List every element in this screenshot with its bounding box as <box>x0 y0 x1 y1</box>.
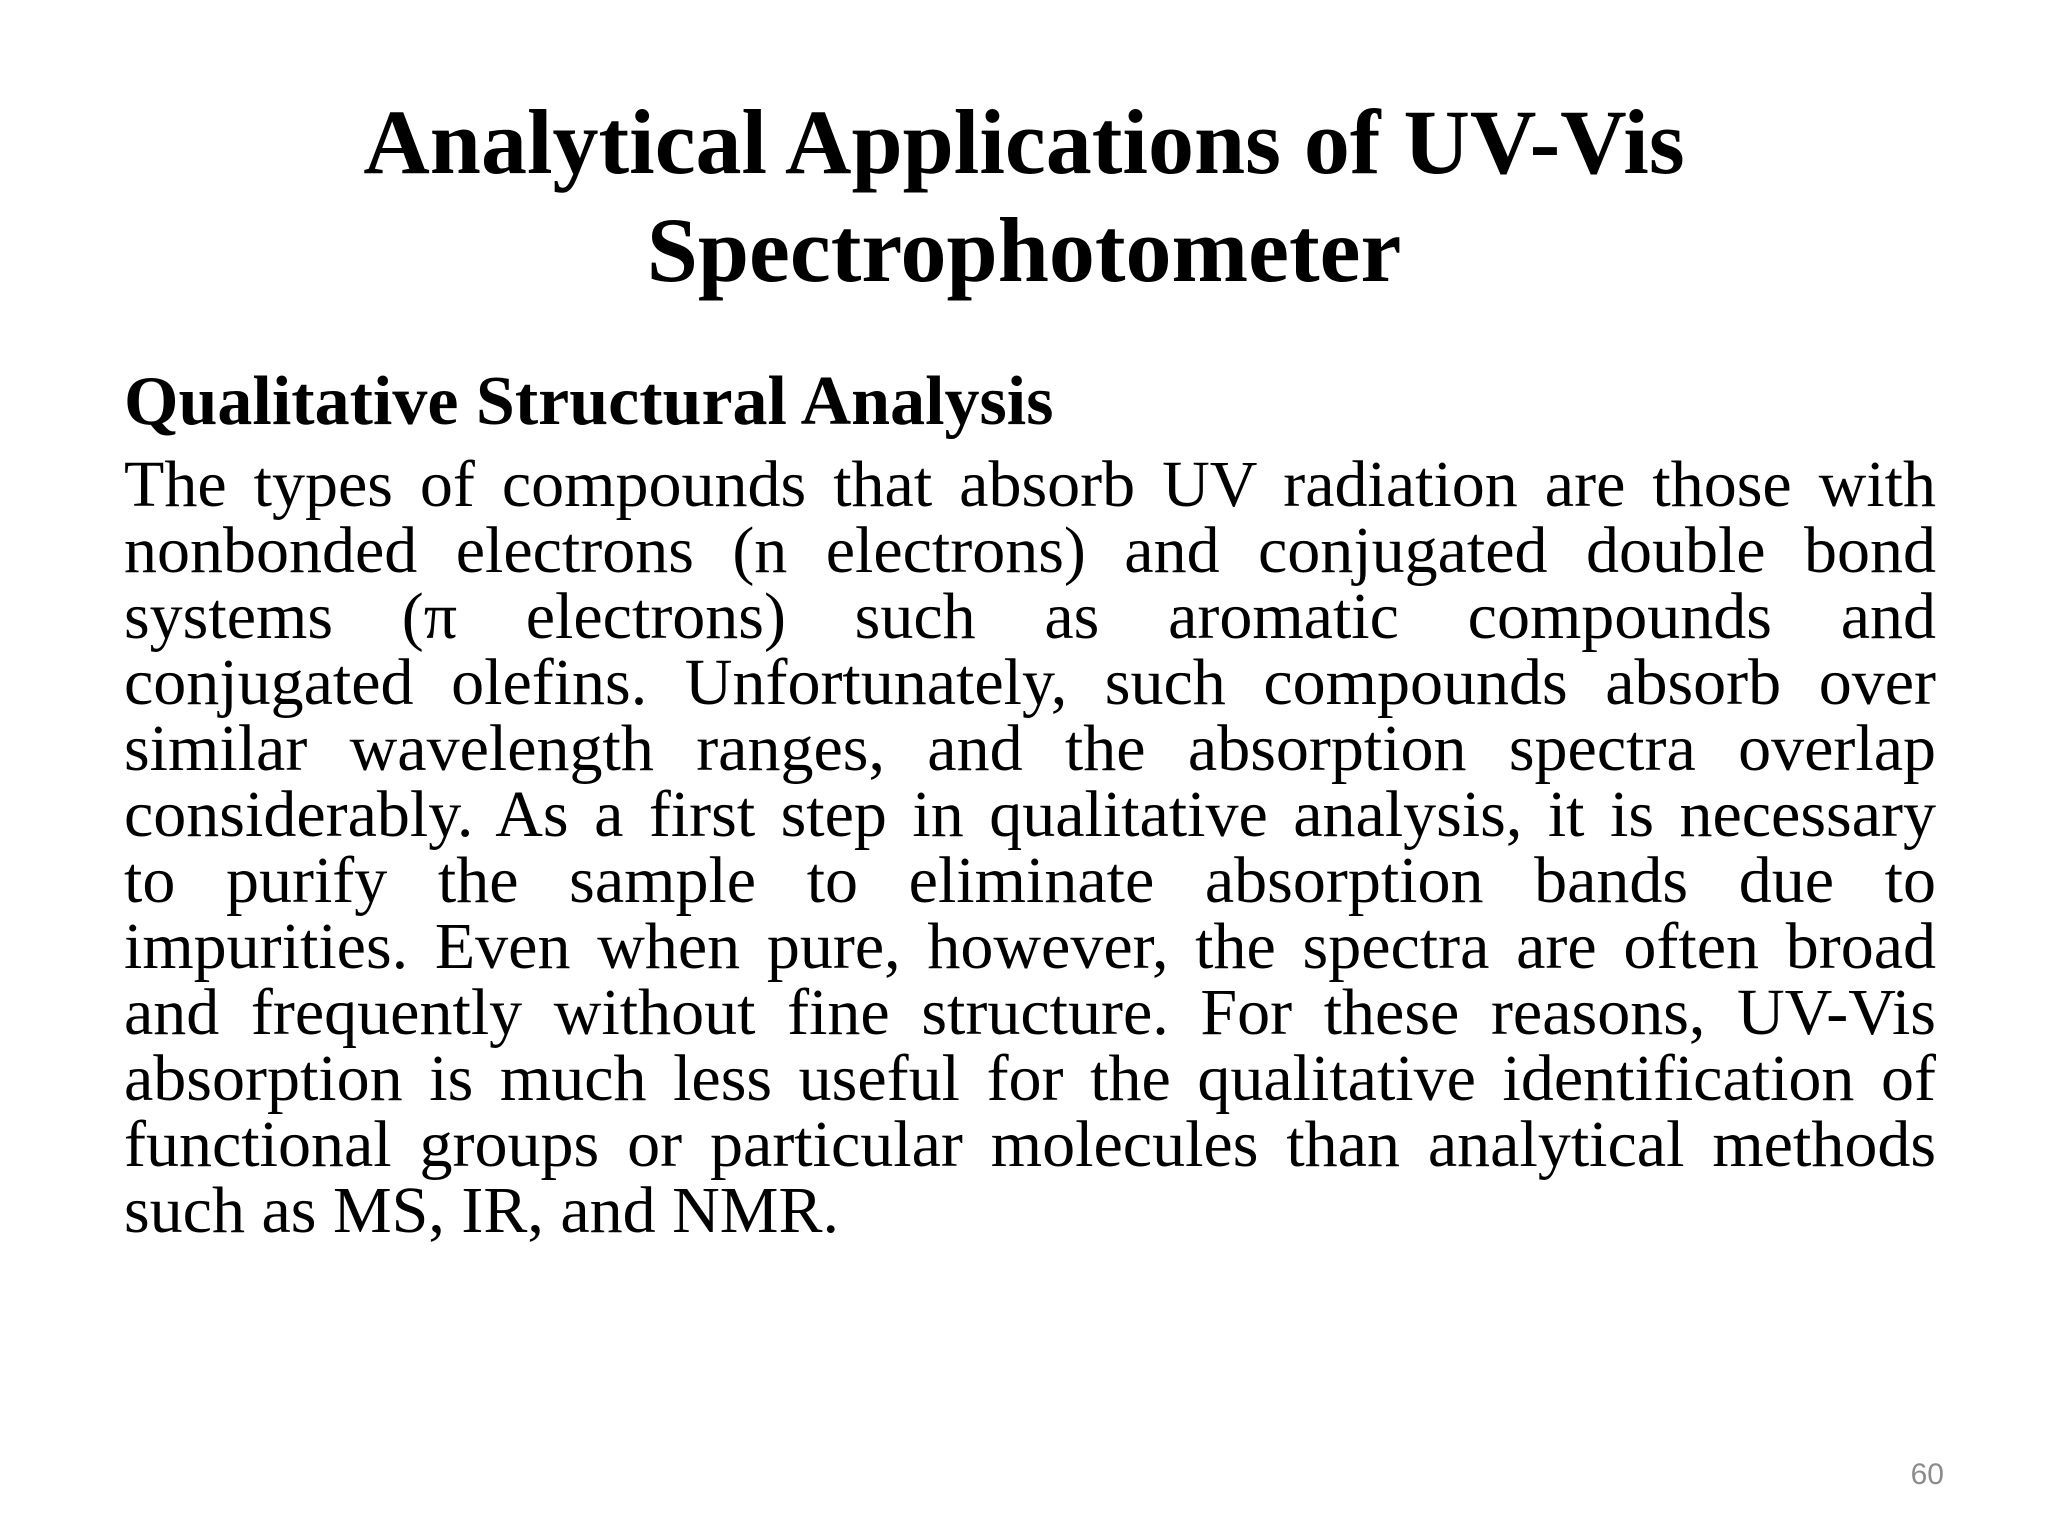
body-line: functional groups or particular molecules than analytical methods <box>124 1108 1936 1181</box>
body-line: such as MS, IR, and NMR. <box>124 1174 840 1247</box>
body-line: systems (π electrons) such as aromatic compounds and <box>124 580 1936 653</box>
body-line: nonbonded electrons (n electrons) and conjugated double bond <box>124 514 1936 587</box>
body-line: considerably. As a first step in qualitative analysis, it is necessary <box>124 778 1936 851</box>
body-line: and frequently without fine structure. For these reasons, UV-Vis <box>124 976 1936 1049</box>
body-line: impurities. Even when pure, however, the spectra are often broad <box>124 910 1936 983</box>
body-paragraph <box>124 448 1936 1247</box>
page-number: 60 <box>1910 1458 1944 1491</box>
section-heading: Qualitative Structural Analysis <box>124 363 1054 440</box>
slide-title <box>120 88 1928 304</box>
slide-title-line-1: Analytical Applications of UV-Vis <box>363 91 1685 193</box>
slide-title-line-2: Spectrophotometer <box>646 199 1402 301</box>
body-line: The types of compounds that absorb UV radiation are those with <box>124 448 1936 521</box>
body-line: conjugated olefins. Unfortunately, such compounds absorb over <box>124 646 1936 719</box>
body-line: similar wavelength ranges, and the absorption spectra overlap <box>124 712 1936 785</box>
body-line: absorption is much less useful for the qualitative identification of <box>124 1042 1936 1115</box>
body-line: to purify the sample to eliminate absorption bands due to <box>124 844 1936 917</box>
